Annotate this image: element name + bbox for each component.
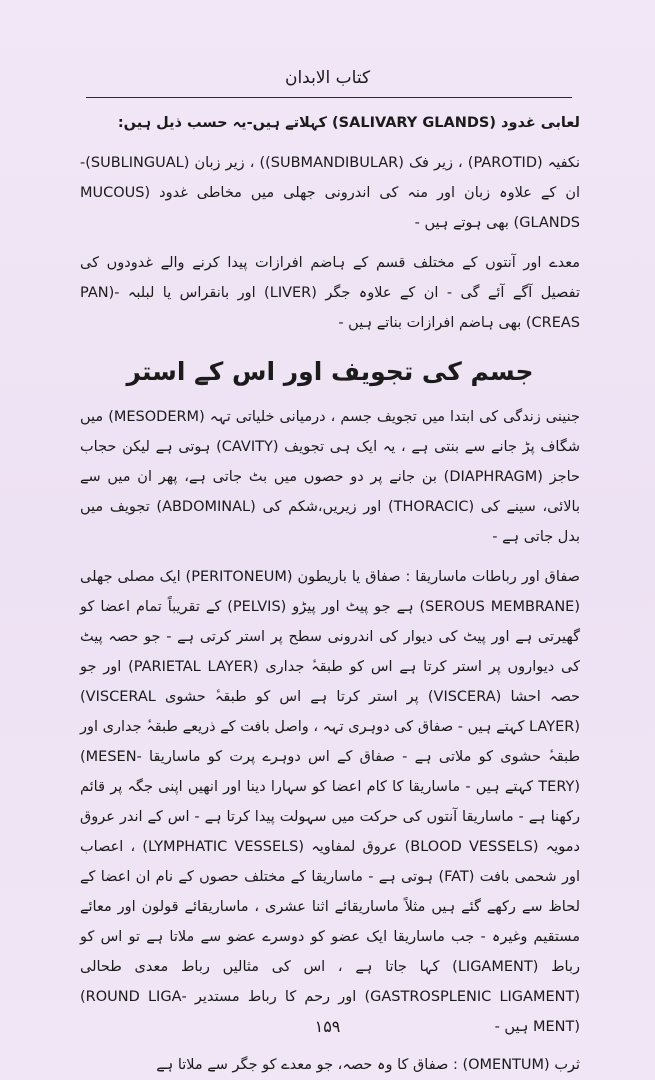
page-number: ١۵٩ [314, 1017, 341, 1036]
section-heading: جسم کی تجویف اور اس کے استر [126, 357, 534, 386]
paragraph-digestive-secretions: معدے اور آنتوں کے مختلف قسم کے ہاضم افرازات پیدا کرنے والے غدودوں کی تفصیل آگے آئے گی - ان کے علاوہ جگر (LIVER) اور بانقراس یا لبلبہ -PAN) CREAS) بھی ہاضم افرازات بناتے ہیں - [80, 255, 581, 331]
running-header: کتاب الابدان [284, 68, 371, 88]
paragraph-gland-list: نکفیہ (PAROTID) ، زیر فک (SUBMANDIBULAR)) ، زیر زبان (SUBLINGUAL)- ان کے علاوہ زبان اور منہ کی اندرونی جھلی میں مخاطی غدود (MUCOUS GLANDS) بھی ہوتے ہیں - [80, 155, 580, 231]
paragraph-peritoneum: صفاق اور رباطات ماساریقا : صفاق یا باریطون (PERITONEUM) ایک مصلی جھلی (SEROUS MEMBRANE) ہے جو پیٹ اور پیڑو (PELVIS) کے تقریباً تمام اعضا کو گھیرتی ہے اور پیٹ کی دیوار کی اندرونی سطح پر استر کرتی ہے - جو حصہ پیٹ کی دیواروں پر استر کرتا ہے اس کو طبقہ‌ٔ جداری (PARIETAL LAYER) اور جو حصہ احشا (VISCERA) پر استر کرتا ہے اس کو طبقہ‌ٔ حشوی VISCERAL) (LAYER کہتے ہیں - صفاق کی دوہری تہہ ، واصل بافت کے ذریعے طبقہ‌ٔ جداری اور طبقہ‌ٔ حشوی کو ملاتی ہے - صفاق کے اس دوہرے پرت کو ماساریقا -MESEN) (TERY کہتے ہیں - ماساریقا کا کام اعضا کو سہارا دینا اور انھیں اپنی جگہ پر قائم رکھنا ہے - ماساریقا آنتوں کی حرکت میں سہولت پیدا کرتا ہے - اس کے اندر عروق دمویہ (BLOOD VESSELS) عروق لمفاویہ (LYMPHATIC VESSELS) ، اعصاب اور شحمی بافت (FAT) ہوتی ہے - ماساریقا کے مختلف حصوں کے نام ان اعضا کے لحاظ سے رکھے گئے ہیں مثلاً ماساریقائے اثنا عشری ، ماساریقائے قولون اور معائے مستقیم وغیرہ - جب ماساریقا ایک عضو کو دوسرے عضو سے ملاتا ہے تو اس کو رباط (LIGAMENT) کہا جاتا ہے ، اس کی مثالیں رباط معدی طحالی (GASTROSPLENIC LIGAMENT) اور رحم کا رباط مستدیر -ROUND LIGA) (MENT ہیں - [80, 569, 581, 1035]
page-body [80, 108, 580, 1080]
paragraph-salivary-glands: لعابی غدود (SALIVARY GLANDS) کہلاتے ہیں-یہ حسب ذیل ہیں: [117, 115, 580, 131]
header-rule [86, 97, 572, 98]
paragraph-omentum: ثرب (OMENTUM) : صفاق کا وہ حصہ، جو معدے کو جگر سے ملاتا ہے [156, 1057, 580, 1073]
paragraph-body-cavity: جنینی زندگی کی ابتدا میں تجویف جسم ، درمیانی خلیاتی تہہ (MESODERM) میں شگاف پڑ جانے سے بنتی ہے ، یہ ایک ہی تجویف (CAVITY) ہوتی ہے لیکن حجاب حاجز (DIAPHRAGM) بن جانے پر دو حصوں میں بٹ جاتی ہے، پھر ان میں سے بالائی، سینے کی (THORACIC) اور زیریں،شکم کی (ABDOMINAL) تجویف میں بدل جاتی ہے - [80, 409, 580, 545]
